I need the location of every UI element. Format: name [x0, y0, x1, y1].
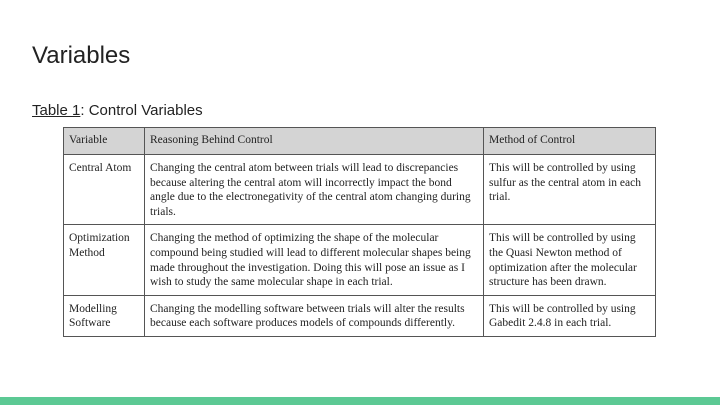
cell-method: This will be controlled by using the Quasi Newton method of optimization after the molecular structure has been drawn.: [484, 225, 656, 295]
table-caption: [32, 102, 203, 119]
table-row: [64, 225, 656, 295]
table-caption-label: Table 1: [32, 102, 81, 119]
header-method: Method of Control: [484, 128, 656, 155]
cell-method: This will be controlled by using Gabedit 2.4.8 in each trial.: [484, 295, 656, 336]
slide-title: Variables: [32, 42, 131, 69]
cell-reasoning: Changing the modelling software between trials will alter the results because each software produces models of compounds differently.: [145, 295, 484, 336]
table-row: [64, 295, 656, 336]
header-variable: Variable: [64, 128, 145, 155]
accent-bar: [0, 397, 720, 405]
cell-reasoning: Changing the central atom between trials will lead to discrepancies because altering the central atom will incorrectly impact the bond angle due to the electronegativity of the central atom changing during trials.: [145, 155, 484, 225]
control-variables-table: [63, 127, 656, 337]
cell-variable: Optimization Method: [64, 225, 145, 295]
table-header-row: [64, 128, 656, 155]
cell-reasoning: Changing the method of optimizing the shape of the molecular compound being studied will lead to different molecular shapes being made throughout the investigation. Doing this will pose an issue as I wish to study the same molecular shape in each trial.: [145, 225, 484, 295]
cell-variable: Central Atom: [64, 155, 145, 225]
table-caption-text: : Control Variables: [80, 102, 203, 119]
cell-variable: Modelling Software: [64, 295, 145, 336]
cell-method: This will be controlled by using sulfur as the central atom in each trial.: [484, 155, 656, 225]
header-reasoning: Reasoning Behind Control: [145, 128, 484, 155]
table-row: [64, 155, 656, 225]
